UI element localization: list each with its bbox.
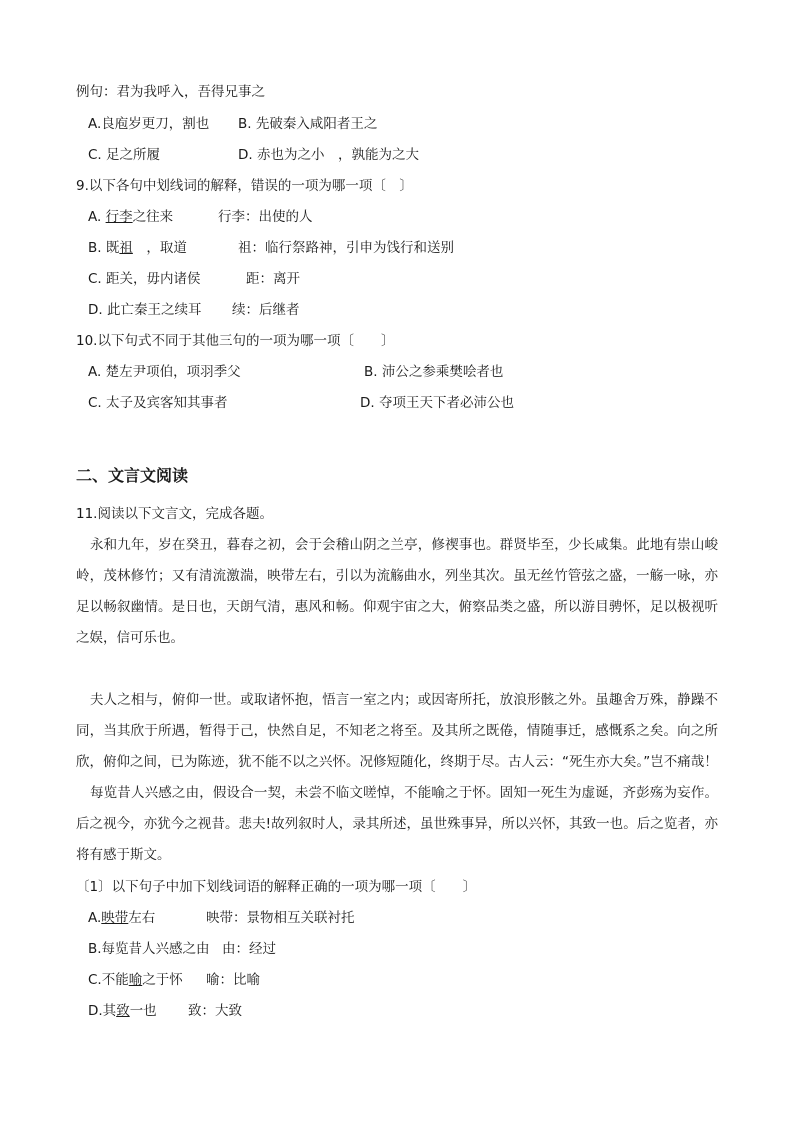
q8-option-a: A.良庖岁更刀，割也 [88,116,210,132]
q9-option-c: C. 距关，毋内诸侯 [88,271,201,287]
example-sentence: 例句：君为我呼入，吾得兄事之 [76,84,265,100]
q11-c-underlined-word: 喻 [128,972,143,988]
q9-option-c-gloss: 距：离开 [246,271,300,287]
section-heading: 二、文言文阅读 [76,466,189,485]
passage-paragraph-1: 永和九年，岁在癸丑，暮春之初，会于会稽山阴之兰亭，修禊事也。群贤毕至，少长咸集。此地有崇山峻岭，茂林修竹；又有清流激湍，映带左右，引以为流觞曲水，列坐其次。虽无丝竹管弦之盛，一觞一咏，亦足以畅叙幽情。是日也，天朗气清，惠风和畅。仰观宇宙之大，俯察品类之盛，所以游目骋怀，足以极视听之娱，信可乐也。 [76,537,718,646]
q11-a-prefix: A. [88,910,102,926]
q9-stem: 9.以下各句中划线词的解释，错误的一项为哪一项〔 〕 [76,178,413,194]
q11-sub1-option-d [88,1001,157,1021]
q11-sub1-option-b-gloss: 由：经过 [222,941,276,957]
q9-option-d: D. 此亡秦王之续耳 [88,302,202,318]
q9-option-b-gloss: 祖：临行祭路神，引申为饯行和送别 [238,240,454,256]
q9-option-b [88,238,187,258]
q11-stem: 11.阅读以下文言文，完成各题。 [76,506,273,522]
q10-option-a: A. 楚左尹项伯，项羽季父 [88,364,241,380]
q10-option-c: C. 太子及宾客知其事者 [88,395,228,411]
q8-option-b: B. 先破秦入咸阳者王之 [238,116,378,132]
q11-a-underlined-word: 映带 [101,910,129,926]
q9-b-rest: ，取道 [132,240,187,256]
q9-option-d-gloss: 续：后继者 [232,302,300,318]
q10-stem: 10.以下句式不同于其他三句的一项为哪一项〔 〕 [76,333,395,349]
q9-option-a [88,207,173,227]
passage-paragraph-2: 夫人之相与，俯仰一世。或取诸怀抱，悟言一室之内；或因寄所托，放浪形骸之外。虽趣舍万殊，静躁不同，当其欣于所遇，暂得于己，快然自足，不知老之将至。及其所之既倦，情随事迁，感慨系之矣。向之所欣，俯仰之间，已为陈迹，犹不能不以之兴怀。况修短随化，终期于尽。古人云：“死生亦大矣。”岂不痛哉！ [76,692,718,770]
q10-option-b: B. 沛公之参乘樊哙者也 [364,364,504,380]
q11-sub1-option-c [88,970,183,990]
q11-sub1-stem: 〔1〕以下句子中加下划线词语的解释正确的一项为哪一项〔 〕 [76,879,477,895]
q9-a-prefix: A. [88,209,106,225]
q11-c-rest: 之于怀 [142,972,183,988]
q9-a-rest: 之往来 [132,209,174,225]
q9-a-underlined-word: 行李 [105,209,133,225]
q11-sub1-option-c-gloss: 喻：比喻 [206,972,260,988]
q9-b-underlined-word: 祖 [119,240,133,256]
q11-d-underlined-word: 致 [116,1003,130,1019]
q11-c-prefix: C.不能 [88,972,129,988]
q11-sub1-option-a [88,908,155,928]
q8-option-d: D. 赤也为之小 ，孰能为之大 [238,147,419,163]
passage-paragraph-3: 每览昔人兴感之由，假设合一契，未尝不临文嗟悼，不能喻之于怀。固知一死生为虚诞，齐彭殇为妄作。后之视今，亦犹今之视昔。悲夫!故列叙时人，录其所述，虽世殊事异，所以兴怀，其致一也。后之览者，亦将有感于斯文。 [76,785,718,863]
q11-sub1-option-b: B.每览昔人兴感之由 [88,941,210,957]
q10-option-d: D. 夺项王天下者必沛公也 [360,395,514,411]
q11-d-prefix: D.其 [88,1003,117,1019]
q11-sub1-option-a-gloss: 映带：景物相互关联衬托 [206,910,355,926]
q9-b-prefix: B. 既 [88,240,120,256]
q11-sub1-option-d-gloss: 致：大致 [188,1003,242,1019]
q11-a-rest: 左右 [128,910,156,926]
q11-d-rest: 一也 [129,1003,157,1019]
q8-option-c: C. 足之所履 [88,147,161,163]
q9-option-a-gloss: 行李：出使的人 [218,209,313,225]
